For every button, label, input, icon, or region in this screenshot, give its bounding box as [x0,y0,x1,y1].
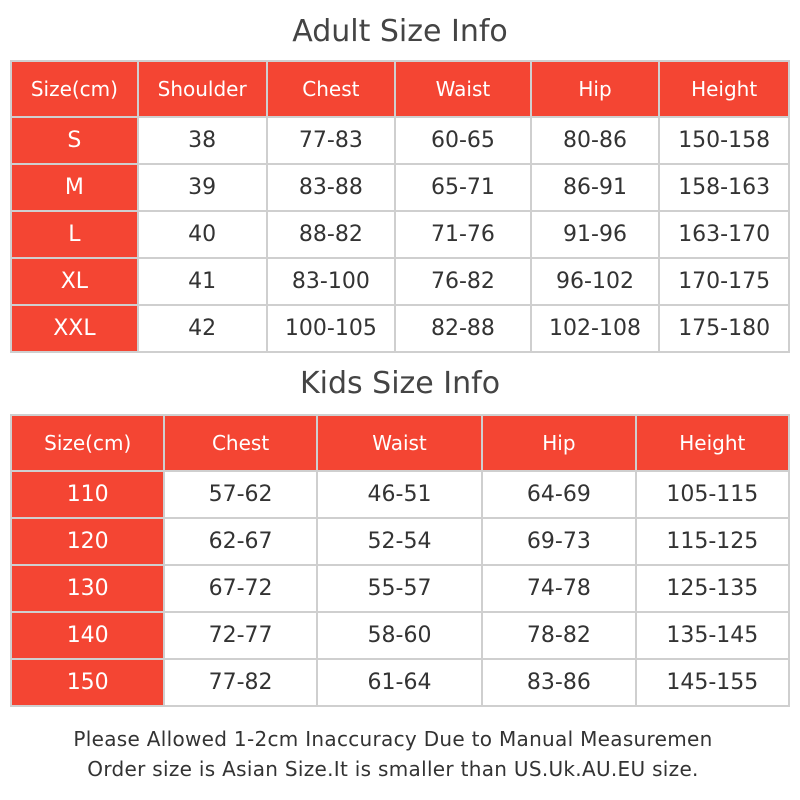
height-value: 175-180 [660,306,790,353]
chest-value: 62-67 [165,519,317,566]
chest-value: 72-77 [165,613,317,660]
adult-header-height: Height [660,62,790,118]
adult-size-title: Adult Size Info [292,14,508,49]
table-row [12,519,790,566]
table-row [12,472,790,519]
adult-size-table [10,60,790,353]
hip-value: 64-69 [483,472,636,519]
hip-value: 83-86 [483,660,636,707]
kids-header-chest: Chest [165,416,317,472]
chest-value: 83-88 [268,165,397,212]
chest-value: 100-105 [268,306,397,353]
adult-header-size: Size(cm) [12,62,139,118]
kids-header-hip: Hip [483,416,636,472]
kids-size-table [10,414,790,707]
waist-value: 60-65 [396,118,532,165]
waist-value: 65-71 [396,165,532,212]
shoulder-value: 41 [139,259,268,306]
size-label: XL [12,259,139,306]
height-value: 150-158 [660,118,790,165]
kids-header-height: Height [637,416,790,472]
height-value: 115-125 [637,519,790,566]
kids-header-size: Size(cm) [12,416,165,472]
chest-value: 83-100 [268,259,397,306]
chest-value: 67-72 [165,566,317,613]
waist-value: 71-76 [396,212,532,259]
hip-value: 86-91 [532,165,661,212]
table-row [12,259,790,306]
table-row [12,306,790,353]
kids-header-row [12,416,790,472]
waist-value: 55-57 [318,566,483,613]
table-row [12,165,790,212]
asian-size-note: Order size is Asian Size.It is smaller than US.Uk.AU.EU size. [87,757,699,781]
hip-value: 69-73 [483,519,636,566]
hip-value: 74-78 [483,566,636,613]
size-label: 150 [12,660,165,707]
hip-value: 91-96 [532,212,661,259]
waist-value: 82-88 [396,306,532,353]
adult-header-waist: Waist [396,62,532,118]
chest-value: 77-83 [268,118,397,165]
size-label: 110 [12,472,165,519]
waist-value: 61-64 [318,660,483,707]
waist-value: 76-82 [396,259,532,306]
adult-header-row [12,62,790,118]
inaccuracy-note: Please Allowed 1-2cm Inaccuracy Due to Manual Measuremen [73,727,713,751]
height-value: 135-145 [637,613,790,660]
size-label: L [12,212,139,259]
hip-value: 80-86 [532,118,661,165]
size-label: 130 [12,566,165,613]
shoulder-value: 42 [139,306,268,353]
size-label: M [12,165,139,212]
shoulder-value: 40 [139,212,268,259]
shoulder-value: 38 [139,118,268,165]
table-row [12,566,790,613]
size-label: XXL [12,306,139,353]
height-value: 163-170 [660,212,790,259]
height-value: 125-135 [637,566,790,613]
waist-value: 58-60 [318,613,483,660]
height-value: 145-155 [637,660,790,707]
waist-value: 46-51 [318,472,483,519]
hip-value: 78-82 [483,613,636,660]
size-label: S [12,118,139,165]
table-row [12,660,790,707]
kids-header-waist: Waist [318,416,483,472]
table-row [12,613,790,660]
hip-value: 96-102 [532,259,661,306]
height-value: 158-163 [660,165,790,212]
waist-value: 52-54 [318,519,483,566]
chest-value: 57-62 [165,472,317,519]
table-row [12,118,790,165]
chest-value: 88-82 [268,212,397,259]
chest-value: 77-82 [165,660,317,707]
kids-size-title: Kids Size Info [299,366,501,401]
hip-value: 102-108 [532,306,661,353]
height-value: 170-175 [660,259,790,306]
table-row [12,212,790,259]
size-label: 120 [12,519,165,566]
size-label: 140 [12,613,165,660]
adult-header-shoulder: Shoulder [139,62,268,118]
shoulder-value: 39 [139,165,268,212]
height-value: 105-115 [637,472,790,519]
adult-header-hip: Hip [532,62,661,118]
adult-header-chest: Chest [268,62,397,118]
